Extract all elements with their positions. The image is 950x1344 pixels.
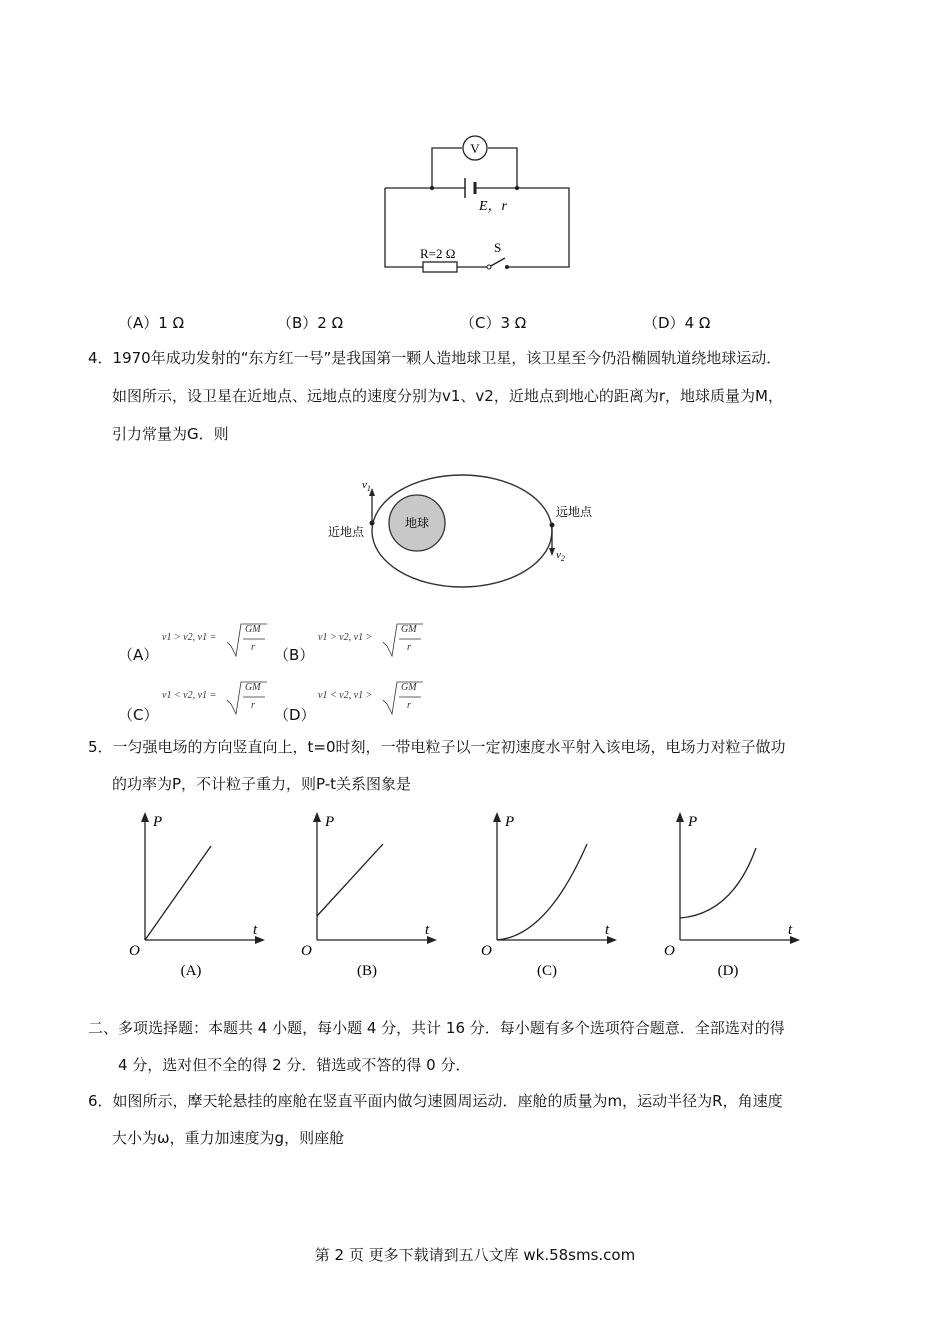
q4-option-b[interactable]: （B）	[274, 646, 315, 664]
q6-line-2: 大小为ω，重力加速度为g，则座舱	[112, 1129, 345, 1147]
graph-a-origin: O	[129, 943, 140, 959]
q4-option-a-expr: v1 > v2, v1 = GM r	[162, 622, 272, 662]
q5-line-2: 的功率为P，不计粒子重力，则P-t关系图象是	[112, 775, 412, 793]
perigee-label: 近地点	[328, 525, 365, 539]
page-footer: 第 2 页 更多下载请到五八文库 wk.58sms.com	[314, 1246, 636, 1264]
section2-line-1: 二、多项选择题：本题共 4 小题，每小题 4 分，共计 16 分．每小题有多个选项符合题意．全部选对的得	[88, 1019, 785, 1037]
q5-graph-d[interactable]	[660, 808, 810, 988]
graph-a-caption: (A)	[180, 963, 202, 979]
q4-option-a[interactable]: （A）	[118, 646, 159, 664]
resistor-label: R=2 Ω	[420, 246, 456, 261]
section2-line-2: 4 分，选对但不全的得 2 分．错选或不答的得 0 分．	[118, 1056, 471, 1074]
q5-graph-b[interactable]	[297, 808, 447, 988]
graph-b-origin: O	[301, 943, 312, 959]
q4-option-c[interactable]: （C）	[118, 706, 159, 724]
q5-line-1: 5．一匀强电场的方向竖直向上，t=0时刻，一带电粒子以一定初速度水平射入该电场，电场力对粒子做功	[88, 738, 786, 756]
q3-option-c[interactable]: （C）3 Ω	[460, 314, 527, 332]
graph-b-caption: (B)	[357, 963, 377, 979]
orbit-diagram	[320, 468, 610, 598]
q4-option-c-expr: v1 < v2, v1 = GM r	[162, 680, 272, 720]
voltmeter-label: V	[470, 141, 480, 156]
graph-b-ylabel: P	[325, 814, 335, 830]
q5-graph-a[interactable]	[125, 808, 275, 988]
earth-label: 地球	[404, 516, 430, 530]
switch-label: S	[494, 240, 502, 255]
q3-option-a[interactable]: （A）1 Ω	[118, 314, 185, 332]
battery-label: E，r	[479, 199, 507, 214]
graph-c-caption: (C)	[537, 963, 557, 979]
q5-graph-c[interactable]	[477, 808, 627, 988]
graph-d-xlabel: t	[788, 922, 793, 938]
graph-c-ylabel: P	[505, 814, 515, 830]
apogee-label: 远地点	[556, 505, 593, 519]
v2-label: $v_2$	[556, 549, 565, 563]
graph-b-xlabel: t	[425, 922, 430, 938]
q4-line-1: 4．1970年成功发射的“东方红一号”是我国第一颗人造地球卫星，该卫星至今仍沿椭圆轨道绕地球运动．	[88, 349, 782, 367]
graph-c-xlabel: t	[605, 922, 610, 938]
v1-label: $v_1$	[362, 479, 371, 493]
q4-option-d-expr: v1 < v2, v1 > GM r	[318, 680, 428, 720]
graph-d-ylabel: P	[688, 814, 698, 830]
q4-option-d[interactable]: （D）	[274, 706, 316, 724]
q3-option-b[interactable]: （B）2 Ω	[277, 314, 344, 332]
graph-d-origin: O	[664, 943, 675, 959]
graph-a-ylabel: P	[153, 814, 163, 830]
circuit-diagram	[375, 130, 580, 275]
graph-c-origin: O	[481, 943, 492, 959]
q6-line-1: 6．如图所示，摩天轮悬挂的座舱在竖直平面内做匀速圆周运动．座舱的质量为m，运动半径为R，角速度	[88, 1092, 783, 1110]
graph-d-caption: (D)	[717, 963, 739, 979]
q3-option-d[interactable]: （D）4 Ω	[643, 314, 711, 332]
graph-a-xlabel: t	[253, 922, 258, 938]
q4-option-b-expr: v1 > v2, v1 > GM r	[318, 622, 428, 662]
q4-line-2: 如图所示，设卫星在近地点、远地点的速度分别为v1、v2，近地点到地心的距离为r，地球质量为M，	[112, 387, 783, 405]
q4-line-3: 引力常量为G．则	[112, 425, 229, 443]
